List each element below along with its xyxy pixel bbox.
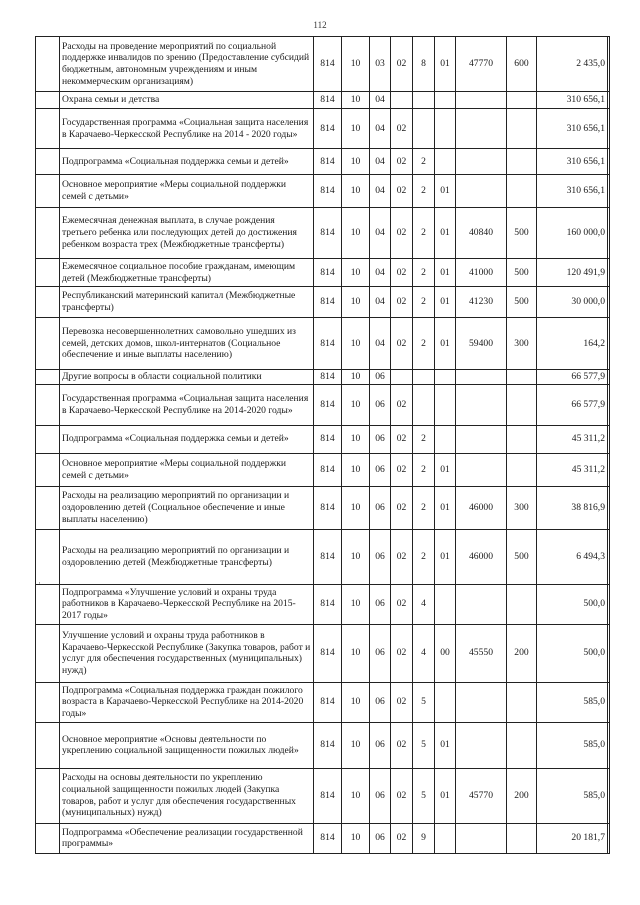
ministry-code: 814	[314, 722, 342, 768]
activity-code	[435, 109, 456, 149]
section-code: 10	[342, 768, 370, 823]
row-margin-cell	[36, 768, 60, 823]
subprogram-code: 2	[413, 529, 435, 584]
row-name: Расходы на реализацию мероприятий по организации и оздоровлению детей (Межбюджетные трансферты)	[60, 529, 314, 584]
subprogram-code: 2	[413, 259, 435, 287]
expense-type-code	[507, 584, 537, 624]
activity-code	[435, 682, 456, 722]
table-row	[36, 259, 610, 287]
program-code: 02	[391, 384, 413, 425]
subsection-code: 04	[370, 175, 391, 208]
table-row	[36, 624, 610, 682]
amount: 45 311,2	[537, 425, 608, 453]
subprogram-code: 2	[413, 287, 435, 318]
row-margin-cell	[36, 529, 60, 584]
program-code: 02	[391, 486, 413, 529]
section-code: 10	[342, 92, 370, 109]
program-code: 02	[391, 175, 413, 208]
activity-code	[435, 384, 456, 425]
subsection-code: 06	[370, 384, 391, 425]
activity-code: 01	[435, 722, 456, 768]
row-name: Охрана семьи и детства	[60, 92, 314, 109]
row-edge-cell	[608, 208, 610, 259]
row-edge-cell	[608, 318, 610, 370]
row-margin-cell	[36, 37, 60, 92]
row-margin-cell	[36, 109, 60, 149]
expense-code	[456, 109, 507, 149]
subsection-code: 06	[370, 425, 391, 453]
expense-code: 59400	[456, 318, 507, 370]
row-margin-cell	[36, 384, 60, 425]
subprogram-code: 2	[413, 453, 435, 486]
expense-code: 40840	[456, 208, 507, 259]
row-margin-cell	[36, 149, 60, 175]
expense-code	[456, 92, 507, 109]
activity-code: 01	[435, 208, 456, 259]
row-name: Другие вопросы в области социальной политики	[60, 370, 314, 385]
row-edge-cell	[608, 486, 610, 529]
table-row	[36, 149, 610, 175]
subprogram-code: 5	[413, 768, 435, 823]
table-row	[36, 722, 610, 768]
program-code: 02	[391, 722, 413, 768]
row-name: Основное мероприятие «Меры социальной поддержки семей с детьми»	[60, 453, 314, 486]
row-margin-cell	[36, 584, 60, 624]
ministry-code: 814	[314, 92, 342, 109]
page-number: 112	[313, 20, 327, 30]
expense-type-code	[507, 370, 537, 385]
program-code: 02	[391, 624, 413, 682]
amount: 38 816,9	[537, 486, 608, 529]
program-code: 02	[391, 584, 413, 624]
ministry-code: 814	[314, 109, 342, 149]
row-edge-cell	[608, 92, 610, 109]
subsection-code: 06	[370, 722, 391, 768]
amount: 500,0	[537, 624, 608, 682]
budget-table-body	[36, 37, 610, 854]
activity-code	[435, 149, 456, 175]
row-margin-cell	[36, 92, 60, 109]
ministry-code: 814	[314, 259, 342, 287]
row-name: Подпрограмма «Социальная поддержка семьи и детей»	[60, 149, 314, 175]
section-code: 10	[342, 259, 370, 287]
amount: 66 577,9	[537, 384, 608, 425]
subprogram-code: 2	[413, 425, 435, 453]
row-margin-cell	[36, 259, 60, 287]
row-name: Основное мероприятие «Основы деятельности по укреплению социальной защищенности пожилых людей»	[60, 722, 314, 768]
table-row	[36, 453, 610, 486]
subprogram-code	[413, 109, 435, 149]
row-name: Ежемесячное социальное пособие гражданам, имеющим детей (Межбюджетные трансферты)	[60, 259, 314, 287]
expense-type-code	[507, 384, 537, 425]
row-name: Республиканский материнский капитал (Межбюджетные трансферты)	[60, 287, 314, 318]
table-row	[36, 92, 610, 109]
subsection-code: 04	[370, 259, 391, 287]
subsection-code: 06	[370, 486, 391, 529]
row-edge-cell	[608, 149, 610, 175]
activity-code: 01	[435, 453, 456, 486]
section-code: 10	[342, 287, 370, 318]
expense-type-code	[507, 149, 537, 175]
subprogram-code: 2	[413, 318, 435, 370]
subprogram-code: 4	[413, 584, 435, 624]
expense-code: 46000	[456, 529, 507, 584]
row-edge-cell	[608, 624, 610, 682]
program-code: 02	[391, 208, 413, 259]
row-edge-cell	[608, 425, 610, 453]
section-code: 10	[342, 584, 370, 624]
expense-type-code: 200	[507, 768, 537, 823]
amount: 310 656,1	[537, 109, 608, 149]
activity-code	[435, 584, 456, 624]
activity-code: 01	[435, 529, 456, 584]
expense-type-code	[507, 682, 537, 722]
subprogram-code: 2	[413, 175, 435, 208]
amount: 310 656,1	[537, 149, 608, 175]
section-code: 10	[342, 682, 370, 722]
expense-code	[456, 722, 507, 768]
table-row	[36, 208, 610, 259]
row-name: Подпрограмма «Улучшение условий и охраны труда работников в Карачаево-Черкесской Республике на 2015-2017 годы»	[60, 584, 314, 624]
program-code: 02	[391, 318, 413, 370]
activity-code	[435, 823, 456, 853]
row-name: Подпрограмма «Социальная поддержка семьи и детей»	[60, 425, 314, 453]
row-name: Подпрограмма «Социальная поддержка граждан пожилого возраста в Карачаево-Черкесской Республике на 2014-2020 годы»	[60, 682, 314, 722]
row-name: Улучшение условий и охраны труда работников в Карачаево-Черкесской Республике (Закупка товаров, работ и услуг для обеспечения государственных (муниципальных) нужд)	[60, 624, 314, 682]
row-name: Расходы на реализацию мероприятий по организации и оздоровлению детей (Социальное обеспечение и иные выплаты населению)	[60, 486, 314, 529]
subprogram-code: 9	[413, 823, 435, 853]
expense-type-code: 200	[507, 624, 537, 682]
ministry-code: 814	[314, 370, 342, 385]
activity-code: 01	[435, 287, 456, 318]
expense-type-code: 500	[507, 208, 537, 259]
program-code: 02	[391, 682, 413, 722]
program-code: 02	[391, 768, 413, 823]
amount: 310 656,1	[537, 175, 608, 208]
subsection-code: 06	[370, 453, 391, 486]
table-row	[36, 486, 610, 529]
amount: 6 494,3	[537, 529, 608, 584]
activity-code: 01	[435, 175, 456, 208]
subsection-code: 06	[370, 370, 391, 385]
subsection-code: 04	[370, 287, 391, 318]
subprogram-code: 5	[413, 722, 435, 768]
row-edge-cell	[608, 768, 610, 823]
subsection-code: 04	[370, 318, 391, 370]
amount: 585,0	[537, 768, 608, 823]
subprogram-code: 4	[413, 624, 435, 682]
table-row	[36, 370, 610, 385]
activity-code: 01	[435, 486, 456, 529]
expense-type-code: 500	[507, 287, 537, 318]
row-edge-cell	[608, 259, 610, 287]
row-name: Расходы на проведение мероприятий по социальной поддержке инвалидов по зрению (Предоставление субсидий бюджетным, автономным учреждениям и иным некоммерческим организациям)	[60, 37, 314, 92]
row-edge-cell	[608, 384, 610, 425]
row-edge-cell	[608, 584, 610, 624]
subprogram-code: 8	[413, 37, 435, 92]
program-code: 02	[391, 823, 413, 853]
row-name: Расходы на основы деятельности по укреплению социальной защищенности пожилых людей (Закупка товаров, работ и услуг для обеспечения государственных (муниципальных) нужд)	[60, 768, 314, 823]
section-code: 10	[342, 425, 370, 453]
program-code: 02	[391, 149, 413, 175]
table-row	[36, 768, 610, 823]
amount: 160 000,0	[537, 208, 608, 259]
program-code: 02	[391, 259, 413, 287]
expense-code: 45770	[456, 768, 507, 823]
section-code: 10	[342, 529, 370, 584]
ministry-code: 814	[314, 318, 342, 370]
section-code: 10	[342, 384, 370, 425]
amount: 585,0	[537, 722, 608, 768]
program-code: 02	[391, 109, 413, 149]
table-row	[36, 425, 610, 453]
subsection-code: 04	[370, 149, 391, 175]
row-edge-cell	[608, 109, 610, 149]
expense-type-code	[507, 92, 537, 109]
ministry-code: 814	[314, 584, 342, 624]
program-code: 02	[391, 453, 413, 486]
section-code: 10	[342, 208, 370, 259]
ministry-code: 814	[314, 425, 342, 453]
amount: 66 577,9	[537, 370, 608, 385]
expense-type-code: 600	[507, 37, 537, 92]
subprogram-code: 2	[413, 149, 435, 175]
section-code: 10	[342, 318, 370, 370]
activity-code: 01	[435, 37, 456, 92]
ministry-code: 814	[314, 529, 342, 584]
expense-code	[456, 584, 507, 624]
program-code: 02	[391, 529, 413, 584]
amount: 120 491,9	[537, 259, 608, 287]
amount: 500,0	[537, 584, 608, 624]
row-margin-cell	[36, 722, 60, 768]
section-code: 10	[342, 149, 370, 175]
expense-type-code: 300	[507, 486, 537, 529]
row-name: Ежемесячная денежная выплата, в случае рождения третьего ребенка или последующих детей до достижения ребенком возраста трех (Межбюджетные трансферты)	[60, 208, 314, 259]
table-row	[36, 287, 610, 318]
row-edge-cell	[608, 722, 610, 768]
section-code: 10	[342, 109, 370, 149]
row-margin-cell	[36, 287, 60, 318]
row-name: Основное мероприятие «Меры социальной поддержки семей с детьми»	[60, 175, 314, 208]
ministry-code: 814	[314, 208, 342, 259]
row-name: Перевозка несовершеннолетних самовольно ушедших из семей, детских домов, школ-интернатов (Социальное обеспечение и иные выплаты населению)	[60, 318, 314, 370]
subprogram-code	[413, 384, 435, 425]
row-margin-cell	[36, 682, 60, 722]
table-row	[36, 384, 610, 425]
expense-code: 47770	[456, 37, 507, 92]
amount: 2 435,0	[537, 37, 608, 92]
ministry-code: 814	[314, 453, 342, 486]
ministry-code: 814	[314, 384, 342, 425]
section-code: 10	[342, 37, 370, 92]
subsection-code: 06	[370, 768, 391, 823]
row-edge-cell	[608, 37, 610, 92]
table-row	[36, 318, 610, 370]
row-name: Государственная программа «Социальная защита населения в Карачаево-Черкесской Республике на 2014-2020 годы»	[60, 384, 314, 425]
ministry-code: 814	[314, 486, 342, 529]
row-margin-cell	[36, 370, 60, 385]
activity-code: 00	[435, 624, 456, 682]
expense-code	[456, 425, 507, 453]
margin-mark: ·	[38, 578, 41, 588]
section-code: 10	[342, 624, 370, 682]
program-code: 02	[391, 37, 413, 92]
expense-type-code	[507, 823, 537, 853]
expense-type-code	[507, 109, 537, 149]
activity-code	[435, 425, 456, 453]
expense-type-code: 500	[507, 529, 537, 584]
subsection-code: 04	[370, 208, 391, 259]
expense-code	[456, 175, 507, 208]
row-edge-cell	[608, 453, 610, 486]
expense-type-code	[507, 175, 537, 208]
amount: 585,0	[537, 682, 608, 722]
subsection-code: 04	[370, 92, 391, 109]
expense-code: 46000	[456, 486, 507, 529]
activity-code: 01	[435, 259, 456, 287]
ministry-code: 814	[314, 823, 342, 853]
section-code: 10	[342, 453, 370, 486]
expense-type-code	[507, 722, 537, 768]
expense-type-code	[507, 453, 537, 486]
section-code: 10	[342, 486, 370, 529]
ministry-code: 814	[314, 768, 342, 823]
section-code: 10	[342, 175, 370, 208]
section-code: 10	[342, 370, 370, 385]
subprogram-code: 2	[413, 208, 435, 259]
row-margin-cell	[36, 425, 60, 453]
row-edge-cell	[608, 287, 610, 318]
activity-code	[435, 92, 456, 109]
table-row	[36, 37, 610, 92]
row-name: Подпрограмма «Обеспечение реализации государственной программы»	[60, 823, 314, 853]
row-margin-cell	[36, 318, 60, 370]
expense-code	[456, 682, 507, 722]
row-margin-cell	[36, 823, 60, 853]
subsection-code: 06	[370, 529, 391, 584]
subsection-code: 06	[370, 823, 391, 853]
amount: 20 181,7	[537, 823, 608, 853]
row-edge-cell	[608, 175, 610, 208]
row-margin-cell	[36, 175, 60, 208]
program-code: 02	[391, 287, 413, 318]
expense-code	[456, 149, 507, 175]
program-code	[391, 92, 413, 109]
row-name: Государственная программа «Социальная защита населения в Карачаево-Черкесской Республике на 2014 - 2020 годы»	[60, 109, 314, 149]
row-edge-cell	[608, 529, 610, 584]
budget-table	[35, 36, 610, 854]
ministry-code: 814	[314, 682, 342, 722]
amount: 310 656,1	[537, 92, 608, 109]
row-edge-cell	[608, 823, 610, 853]
ministry-code: 814	[314, 149, 342, 175]
expense-code	[456, 384, 507, 425]
ministry-code: 814	[314, 287, 342, 318]
subsection-code: 04	[370, 109, 391, 149]
ministry-code: 814	[314, 37, 342, 92]
subsection-code: 06	[370, 584, 391, 624]
row-margin-cell	[36, 208, 60, 259]
row-margin-cell	[36, 624, 60, 682]
table-row	[36, 682, 610, 722]
row-margin-cell	[36, 453, 60, 486]
subprogram-code	[413, 370, 435, 385]
subprogram-code	[413, 92, 435, 109]
table-row	[36, 175, 610, 208]
subprogram-code: 2	[413, 486, 435, 529]
expense-code	[456, 370, 507, 385]
expense-code	[456, 453, 507, 486]
expense-type-code: 300	[507, 318, 537, 370]
section-code: 10	[342, 722, 370, 768]
row-edge-cell	[608, 682, 610, 722]
expense-code: 41000	[456, 259, 507, 287]
amount: 45 311,2	[537, 453, 608, 486]
activity-code: 01	[435, 768, 456, 823]
amount: 30 000,0	[537, 287, 608, 318]
subsection-code: 06	[370, 682, 391, 722]
table-row	[36, 109, 610, 149]
ministry-code: 814	[314, 624, 342, 682]
row-margin-cell	[36, 486, 60, 529]
expense-code	[456, 823, 507, 853]
activity-code	[435, 370, 456, 385]
subsection-code: 03	[370, 37, 391, 92]
ministry-code: 814	[314, 175, 342, 208]
expense-code: 41230	[456, 287, 507, 318]
table-row	[36, 823, 610, 853]
table-row	[36, 584, 610, 624]
row-edge-cell	[608, 370, 610, 385]
program-code: 02	[391, 425, 413, 453]
subsection-code: 06	[370, 624, 391, 682]
expense-code: 45550	[456, 624, 507, 682]
amount: 164,2	[537, 318, 608, 370]
program-code	[391, 370, 413, 385]
expense-type-code	[507, 425, 537, 453]
expense-type-code: 500	[507, 259, 537, 287]
activity-code: 01	[435, 318, 456, 370]
table-row	[36, 529, 610, 584]
section-code: 10	[342, 823, 370, 853]
subprogram-code: 5	[413, 682, 435, 722]
